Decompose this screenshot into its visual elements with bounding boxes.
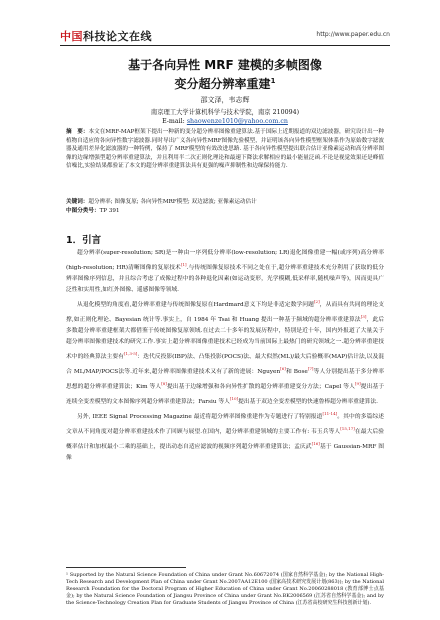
body-text-run: 在最大后验概率估计和加权最小二乘的基础上，提出动态自适应滤波的视频序列超分辨率重建算法；孟庆武 xyxy=(66,429,385,451)
affiliation: 南京理工大学计算机科学与技术学院，南京 210094) xyxy=(150,109,300,116)
abstract xyxy=(66,128,384,171)
clc-text: TP 391 xyxy=(99,208,120,214)
clc xyxy=(66,207,384,216)
journal-header xyxy=(60,28,390,42)
citation-ref[interactable]: [8] xyxy=(161,381,167,387)
authors: 邵文泽，韦志辉 xyxy=(200,96,250,104)
body-paragraph xyxy=(66,408,384,464)
keywords xyxy=(66,198,384,207)
citation-ref[interactable]: [15,17] xyxy=(340,426,355,432)
body-paragraph xyxy=(66,248,384,296)
citation-ref[interactable]: [16] xyxy=(311,441,320,447)
body-text-run: ：迭代反投影(IBP)法、凸集投影(POCS)法、最大似然(ML)/最大后验概率(MAP)估计法,以及混合 ML/MAP/POCS法等.近年来,超分辨率图像重建技术又有了新的进展：Nguyen xyxy=(66,354,384,376)
body-text-run: 等人分别提出基于多分辨率思想的超分辨率重建算法；Kim 等人 xyxy=(66,369,384,391)
body-text-run: 提出基于边缘增强和各向异性扩散的超分辨率重建变分方法；Capel 等人 xyxy=(166,384,355,391)
citation-ref[interactable]: [10] xyxy=(229,396,239,402)
body-text-run: 提出基于双边全变差模型的快速鲁棒超分辨率重建算法. xyxy=(238,399,378,406)
email-line xyxy=(60,117,390,126)
body-text-run: 和 Bose xyxy=(285,369,308,376)
clc-label: 中图分类号： xyxy=(66,208,100,214)
body-text-run: 基于 Gaussian-MRF 图像 xyxy=(66,444,385,462)
body-text-run: ，此后多数超分辨率重建框架大都借鉴于传统图像复原领域.在过去二十多年的发展历程中，特别是近十年，国内外报道了大量关于超分辨率图像重建技术的研究工作.事实上超分辨率图像重建技术已经成为当前国际上最热门的研究领域之一.超分辨率重建技术中的经典算法主要有 xyxy=(66,317,384,361)
keywords-text: 超分辨率; 图像复原; 各向异性MRF模型; 双边滤波; 亚像素运动估计 xyxy=(88,199,257,205)
citation-ref[interactable]: [9] xyxy=(354,381,361,387)
journal-logo xyxy=(60,28,152,44)
body-text-run: 另外, IEEE Signal Processing Magazine 最近将超分辨率图像重建作为专题进行了特别报道 xyxy=(77,414,323,421)
body-text-run: 超分辨率(super-resolution; SR)是一种由一序列低分辨率(low-resolution; LR)退化图像重建一幅(或序列)高分辨率(high-resolution; HR)清晰图像的复原技术 xyxy=(66,250,384,271)
body-paragraph xyxy=(66,296,384,408)
body-text-run: ，从而具有共同的理论支撑,如正则化理论、Bayesian 统计等.事实上，自 1984 年 Tsai 和 Huang 提出一种基于频域的超分辨率重建算法 xyxy=(66,302,384,324)
logo-red-text: 中国 xyxy=(60,30,83,43)
body-text xyxy=(66,248,384,465)
title-line-2-text: 变分超分辨率重建 xyxy=(174,77,271,91)
email-link[interactable]: shaowenze1010@yahoo.com.cn xyxy=(186,118,288,125)
title-footnote-mark: 1 xyxy=(270,77,276,85)
footnote: ¹ Supported by the Natural Science Foundation of China under Grant No.60672074 (国家自然科学基金); by the National High-Tech Research and Development Plan of China under Grant No.2007AA12E100 (国家高技术研究发展计划(863)); by the National Research Foundation for the Doctoral Program of Higher Education of China under Grant No.20060288018 (教育部博士点基金); by the Natural Science Foundation of Jiangsu Province of China under Grant No.BK2006569 (江苏省自然科学基金); and by the Science-Technology Creation Plan for Graduate Students of Jiangsu Province of China (江苏省高校研究生科技创新计划). xyxy=(66,572,384,606)
header-rule xyxy=(60,45,390,46)
body-text-run: 提出基于连续全变差模型的文本图像序列超分辨率重建算法；Farsiu 等人 xyxy=(66,384,385,406)
body-text-run: 。其中的多篇综述文章从不同角度对超分辨率重建技术作了回顾与展望.在国内，超分辨率重建领域的主要工作有: 韦玉兵等人 xyxy=(66,414,385,436)
citation-ref[interactable]: [3] xyxy=(360,314,367,320)
footnote-rule xyxy=(66,567,186,568)
citation-ref[interactable]: [2] xyxy=(313,299,320,305)
citation-ref[interactable]: [7] xyxy=(307,366,314,372)
citation-ref[interactable]: [11-14] xyxy=(322,411,338,417)
body-text-run: .与传统图像复原技术不同之处在于,超分辨率重建技术充分利用了获取的低分辨率图像序列信息，并且综合考虑了成像过程中的各种退化因素(如运动变形，光学模糊,低采样率,随机噪声等)，因而更具广泛性和实用性,如红外图像、遥感图像等领域. xyxy=(66,265,385,294)
title-line-2 xyxy=(60,73,390,92)
journal-url[interactable]: http://www.paper.edu.cn xyxy=(316,31,390,38)
logo-dark-text: 科技论文在线 xyxy=(83,30,152,43)
section-heading: 1．引言 xyxy=(66,235,102,246)
abstract-text: 本文在MRF-MAP框架下提出一种新的变分超分辨率图像重建算法.基于国际上近期报道的双边滤波器，研究设计出一种植物自适应的各向异性数字滤波器.同时导出广义各向异性MRF图像先验模型，并证明该各向异性模型框架体系作为原始数字滤波器及通用差异化滤波器的一种特例，保持了 MRF模型的有效改进思路. 基于各向异性模型提出联合估计亚像素运动和高分辨率图像的边缘增强型超分辨率重建算法，并且利用半二次正则化理论和最速下降法求解相应的最小能量泛函.不论是视觉效果还是峰值信噪比,实验结果都验证了本文的超分辨率重建算法具有更强的噪声抑制性和边缘保持能力. xyxy=(66,129,384,170)
body-text-run: 从退化模型的角度看,超分辨率重建与传统图像复原在Hardmard意义下均是非适定数学问题 xyxy=(77,302,314,309)
keywords-label: 关键词： xyxy=(66,199,89,205)
citation-ref[interactable]: [1,3-5] xyxy=(123,351,138,357)
citation-ref[interactable]: [1] xyxy=(180,262,187,268)
title-line-1: 基于各向异性 MRF 建模的多帧图像 xyxy=(128,58,322,72)
abstract-label: 摘 要： xyxy=(66,129,89,135)
citation-ref[interactable]: [6] xyxy=(280,366,286,372)
email-label: E-mail: xyxy=(162,118,185,125)
